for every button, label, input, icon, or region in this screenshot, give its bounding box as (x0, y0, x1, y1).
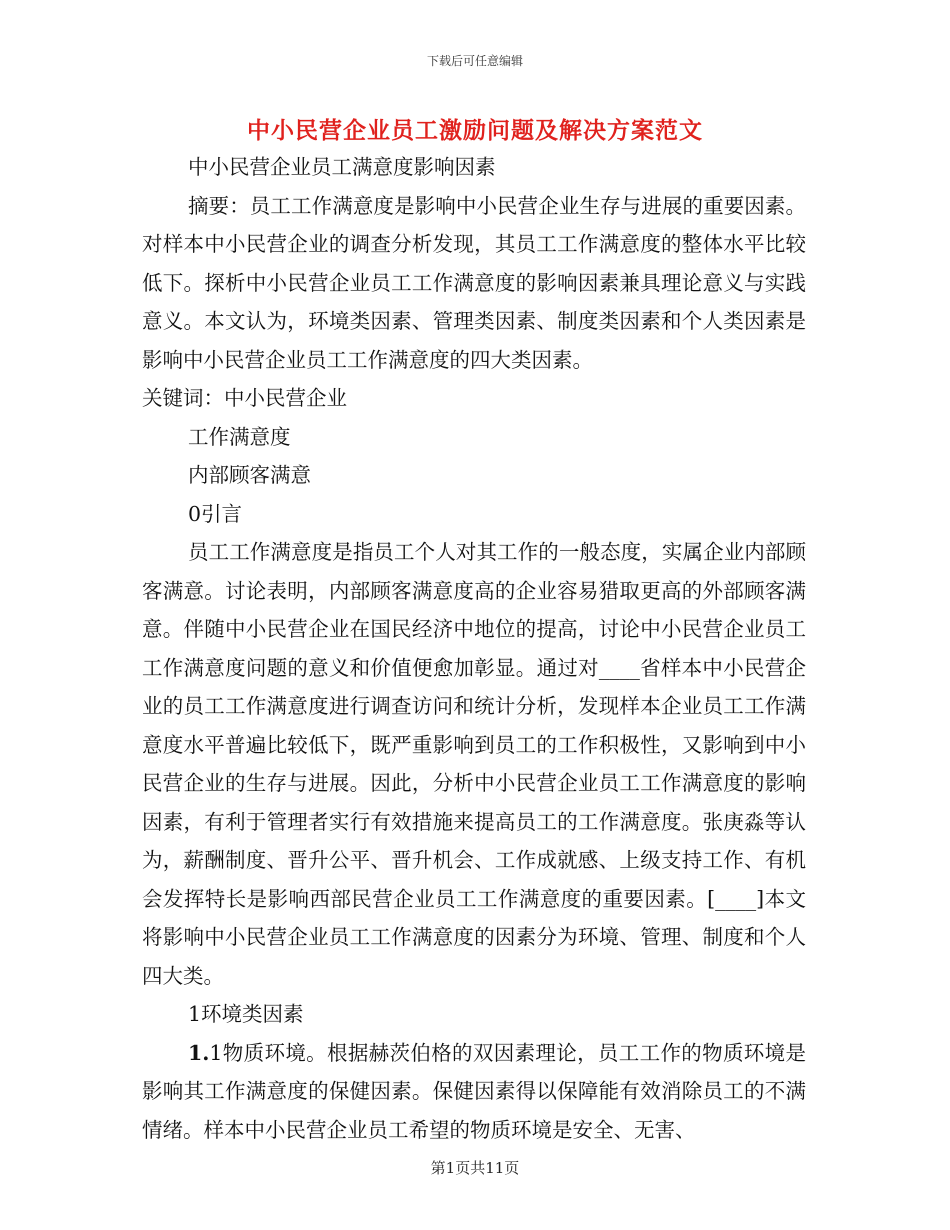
header-note: 下载后可任意编辑 (426, 54, 523, 68)
keyword-item: 内部顾客满意 (188, 463, 311, 487)
keywords-line: 关键词：中小民营企业 (142, 386, 347, 410)
body-paragraph: 员工工作满意度是指员工个人对其工作的一般态度，实属企业内部顾客满意。讨论表明，内部顾客满意度高的企业容易猎取更高的外部顾客满意。伴随中小民营企业在国民经济中地位的提高，讨论中小民营企业员工工作满意度问题的意义和价值便愈加彰显。通过对____省样本中小民营企业的员工工作满意度进行调查访问和统计分析，发现样本企业员工工作满意度水平普遍比较低下，既严重影响到员工的工作积极性，又影响到中小民营企业的生存与进展。因此，分析中小民营企业员工工作满意度的影响因素，有利于管理者实行有效措施来提高员工的工作满意度。张庚淼等认为，薪酬制度、晋升公平、晋升机会、工作成就感、上级支持工作、有机会发挥特长是影响西部民营企业员工工作满意度的重要因素。[____]本文将影响中小民营企业员工工作满意度的因素分为环境、管理、制度和个人四大类。 (142, 540, 806, 988)
page-footer: 第1页共11页 (430, 1159, 520, 1177)
section-heading: 中小民营企业员工满意度影响因素 (188, 155, 496, 179)
document-title: 中小民营企业员工激励问题及解决方案范文 (247, 117, 703, 144)
keyword-item: 工作满意度 (188, 424, 291, 449)
section-heading-environment: 1环境类因素 (188, 1002, 304, 1026)
section-heading-introduction: 0引言 (188, 501, 243, 526)
document-body (142, 148, 806, 1149)
body-paragraph-text: 1物质环境。根据赫茨伯格的双因素理论，员工工作的物质环境是影响其工作满意度的保健因素。保健因素得以保障能有效消除员工的不满情绪。样本中小民营企业员工希望的物质环境是安全、无害、 (142, 1040, 806, 1142)
abstract-paragraph: 摘要：员工工作满意度是影响中小民营企业生存与进展的重要因素。对样本中小民营企业的调查分析发现，其员工工作满意度的整体水平比较低下。探析中小民营企业员工工作满意度的影响因素兼具理论意义与实践意义。本文认为，环境类因素、管理类因素、制度类因素和个人类因素是影响中小民营企业员工工作满意度的四大类因素。 (142, 193, 806, 372)
section-number: 1. (188, 1040, 210, 1065)
body-paragraph (142, 1034, 806, 1150)
